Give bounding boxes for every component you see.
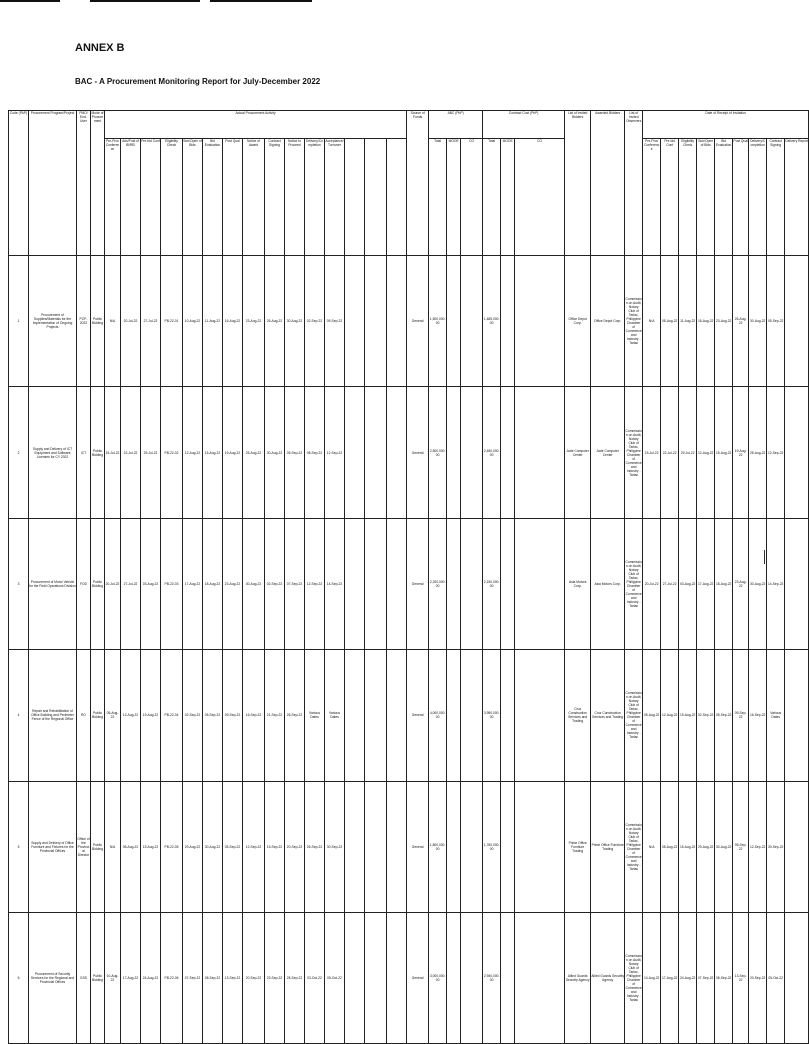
- header-eligibility: Eligibility Check: [161, 139, 183, 256]
- cell-r8: 12-Sep-22: [767, 387, 785, 518]
- cell-mode: Public Bidding: [91, 387, 105, 518]
- cell-r4: 17-Aug-22: [697, 518, 715, 649]
- cell-b1: [345, 781, 365, 912]
- cell-d1: 10-Aug-22: [183, 256, 203, 387]
- cell-r7: 20-Sep-22: [749, 912, 767, 1043]
- cell-r8: 05-Oct-22: [767, 912, 785, 1043]
- header-r-bid-eval: Bid Evaluation: [715, 139, 733, 256]
- cell-r9: [785, 781, 809, 912]
- cell-d8: 05-Sep-22: [325, 256, 345, 387]
- cell-d5: 30-Aug-22: [265, 387, 285, 518]
- cell-project: Supply and Delivery of ICT Equipment and Software Licenses for CY 2022: [29, 387, 77, 518]
- cell-d3: 05-Sep-22: [223, 781, 243, 912]
- scan-edge-line: [0, 0, 60, 2]
- cell-r1: N/A: [643, 781, 661, 912]
- cell-r4: 12-Aug-22: [697, 387, 715, 518]
- cell-observers: Commission on Audit, Notary Club of Tarlac, Philippine Chamber of Commerce and Industry - Tarlac: [625, 518, 643, 649]
- cell-d2: 05-Sep-22: [203, 650, 223, 781]
- cell-preproc: 10-Aug-22: [105, 912, 121, 1043]
- cell-r4: 07-Sep-22: [697, 912, 715, 1043]
- header-pre-proc: Pre-Proc Conference: [105, 139, 121, 256]
- cell-project: Repair and Rehabilitation of Office Building and Perimeter Fence of the Regional Office: [29, 650, 77, 781]
- cell-ref: PB-22-01: [161, 256, 183, 387]
- cell-r6: 09-Sep-22: [733, 650, 749, 781]
- cell-d8: Various Dates: [325, 650, 345, 781]
- cell-m2: [501, 256, 515, 387]
- cell-m1: [447, 387, 461, 518]
- cell-d2: 11-Aug-22: [203, 256, 223, 387]
- header-invited-bidders: List of Invited Bidders: [565, 111, 591, 256]
- cell-invited: Cruz Construction Services and Trading: [565, 650, 591, 781]
- cell-awarded: Jade Computer Center: [591, 387, 625, 518]
- cell-r2: 12-Aug-22: [661, 650, 679, 781]
- cell-d6: 30-Aug-22: [285, 256, 305, 387]
- cell-d7: 26-Sep-22: [305, 781, 325, 912]
- cell-preproc: N/A: [105, 781, 121, 912]
- cell-d5: 15-Sep-22: [265, 781, 285, 912]
- header-r-prebid: Pre-bid Conf: [661, 139, 679, 256]
- cell-d5: 23-Sep-22: [265, 912, 285, 1043]
- header-cc-total: Total: [483, 139, 501, 256]
- cell-d4: 20-Sep-22: [243, 912, 265, 1043]
- cell-preproc: 15-Jul-22: [105, 387, 121, 518]
- cell-prebid: 19-Aug-22: [141, 650, 161, 781]
- cell-d2: 18-Aug-22: [203, 518, 223, 649]
- cell-r8: 14-Sep-22: [767, 518, 785, 649]
- cell-r2: 17-Aug-22: [661, 912, 679, 1043]
- cell-project: Procurement of Supplies/Materials for the Implementation of Ongoing Projects: [29, 256, 77, 387]
- cell-fund: General: [407, 781, 429, 912]
- cell-d5: 26-Aug-22: [265, 256, 285, 387]
- cell-contract: 1,485,000.00: [483, 256, 501, 387]
- header-pmo: PMO/ End-User: [77, 111, 91, 256]
- cell-prebid: 24-Aug-22: [141, 912, 161, 1043]
- header-row-1: [9, 111, 809, 139]
- header-blank-a: [345, 139, 365, 256]
- cell-ref: PB-22-02: [161, 387, 183, 518]
- cell-awarded: Asia Motors Corp.: [591, 518, 625, 649]
- cell-d3: 13-Sep-22: [223, 912, 243, 1043]
- cell-r5: 05-Sep-22: [715, 650, 733, 781]
- header-r-preproc: Pre-Proc Conference: [643, 139, 661, 256]
- cell-b3: [387, 912, 407, 1043]
- header-abc-mooe: MOOE: [447, 139, 461, 256]
- cell-d5: 02-Sep-22: [265, 518, 285, 649]
- cell-mode: Public Bidding: [91, 912, 105, 1043]
- cell-abc: 3,000,000.00: [429, 912, 447, 1043]
- cell-d6: 28-Sep-22: [285, 912, 305, 1043]
- cell-d3: 23-Aug-22: [223, 518, 243, 649]
- cell-prebid: 03-Aug-22: [141, 518, 161, 649]
- annex-title: ANNEX B: [75, 42, 125, 54]
- cell-d7: 08-Sep-22: [305, 387, 325, 518]
- cell-preproc: 05-Aug-22: [105, 650, 121, 781]
- cell-code: GSS: [77, 912, 91, 1043]
- cell-d8: 14-Sep-22: [325, 518, 345, 649]
- header-contract-cost: Contract Cost (PhP): [483, 111, 565, 139]
- cell-abc: 1,800,000.00: [429, 781, 447, 912]
- cell-prebid: 27-Jul-22: [141, 256, 161, 387]
- cell-fund: General: [407, 912, 429, 1043]
- cell-r7: 25-Aug-22: [749, 387, 767, 518]
- cell-m2: [501, 387, 515, 518]
- header-blank-c: [387, 139, 407, 256]
- cell-r9: [785, 387, 809, 518]
- cell-d4: 25-Aug-22: [243, 387, 265, 518]
- cell-abc: 2,500,000.00: [429, 387, 447, 518]
- cell-b2: [365, 781, 387, 912]
- cell-d1: 07-Sep-22: [183, 912, 203, 1043]
- header-cc-mooe: MOOE: [501, 139, 515, 256]
- cell-b2: [365, 518, 387, 649]
- cell-awarded: Allied Guards Security Agency: [591, 912, 625, 1043]
- cell-r4: 29-Aug-22: [697, 781, 715, 912]
- header-r-contract-signing: Contract Signing: [767, 139, 785, 256]
- header-receipt-dates: Date of Receipt of Invitation: [643, 111, 809, 139]
- cell-r5: 23-Aug-22: [715, 256, 733, 387]
- cell-d6: 05-Sep-22: [285, 387, 305, 518]
- cell-r4: 16-Aug-22: [697, 256, 715, 387]
- header-abc: ABC (PhP): [429, 111, 483, 139]
- cell-d4: 16-Sep-22: [243, 650, 265, 781]
- cell-d8: 12-Sep-22: [325, 387, 345, 518]
- header-mode: Mode of Procurement: [91, 111, 105, 256]
- cell-b3: [387, 781, 407, 912]
- scan-edge-line: [90, 0, 200, 2]
- cell-project: Procurement of Motor Vehicle for the Field Operations Division: [29, 518, 77, 649]
- cell-d4: 30-Aug-22: [243, 518, 265, 649]
- cell-awarded: Office Depot Corp.: [591, 256, 625, 387]
- cell-contract: 2,940,000.00: [483, 912, 501, 1043]
- cell-d3: 16-Aug-22: [223, 256, 243, 387]
- cell-ref: PB-22-06: [161, 912, 183, 1043]
- cell-r7: 30-Aug-22: [749, 518, 767, 649]
- cell-invited: Asia Motors Corp.: [565, 518, 591, 649]
- cell-r3: 24-Aug-22: [679, 912, 697, 1043]
- cell-no: 1: [9, 256, 29, 387]
- cell-r1: N/A: [643, 256, 661, 387]
- cell-r3: 15-Aug-22: [679, 781, 697, 912]
- cell-r6: 13-Sep-22: [733, 912, 749, 1043]
- cell-r4: 02-Sep-22: [697, 650, 715, 781]
- cell-d1: 12-Aug-22: [183, 387, 203, 518]
- cell-c1: [461, 387, 483, 518]
- cell-r7: 30-Aug-22: [749, 256, 767, 387]
- cell-observers: Commission on Audit, Notary Club of Tarlac, Philippine Chamber of Commerce and Industry - Tarlac: [625, 781, 643, 912]
- cell-b2: [365, 387, 387, 518]
- cell-m1: [447, 256, 461, 387]
- cell-r8: 30-Sep-22: [767, 781, 785, 912]
- cell-r9: [785, 518, 809, 649]
- cell-code: FOD: [77, 518, 91, 649]
- cell-observers: Commission on Audit, Notary Club of Tarlac, Philippine Chamber of Commerce and Industry - Tarlac: [625, 387, 643, 518]
- cell-c2: [515, 387, 565, 518]
- cell-r2: 22-Jul-22: [661, 387, 679, 518]
- cell-observers: Commission on Audit, Notary Club of Tarlac, Philippine Chamber of Commerce and Industry - Tarlac: [625, 912, 643, 1043]
- cell-code: ICT: [77, 387, 91, 518]
- header-observers: List of Invited Observers: [625, 111, 643, 256]
- cell-fund: General: [407, 256, 429, 387]
- cell-d3: 09-Sep-22: [223, 650, 243, 781]
- cell-d4: 23-Aug-22: [243, 256, 265, 387]
- cell-mode: Public Bidding: [91, 518, 105, 649]
- header-contract-signing: Contract Signing: [265, 139, 285, 256]
- cell-b1: [345, 518, 365, 649]
- cell-b2: [365, 650, 387, 781]
- cell-m1: [447, 912, 461, 1043]
- header-r-post-qual: Post Qual: [733, 139, 749, 256]
- cell-awarded: Prime Office Furniture Trading: [591, 781, 625, 912]
- cell-r6: 26-Aug-22: [733, 256, 749, 387]
- cell-fund: General: [407, 387, 429, 518]
- header-acceptance: Acceptance/Turnover: [325, 139, 345, 256]
- cell-no: 3: [9, 518, 29, 649]
- cell-r3: 11-Aug-22: [679, 256, 697, 387]
- cell-d7: 03-Oct-22: [305, 912, 325, 1043]
- cell-c2: [515, 781, 565, 912]
- cell-r8: 05-Sep-22: [767, 256, 785, 387]
- cell-c1: [461, 912, 483, 1043]
- cell-abc: 1,500,000.00: [429, 256, 447, 387]
- cell-code: Office of the Provincial Director: [77, 781, 91, 912]
- header-post-qual: Post Qual: [223, 139, 243, 256]
- cell-r2: 27-Jul-22: [661, 518, 679, 649]
- header-awarded-bidders: Awarded Bidders: [591, 111, 625, 256]
- cell-d7: 02-Sep-22: [305, 256, 325, 387]
- cell-r5: 18-Aug-22: [715, 518, 733, 649]
- cell-d2: 15-Aug-22: [203, 387, 223, 518]
- cell-r3: 03-Aug-22: [679, 518, 697, 649]
- cell-r5: 08-Sep-22: [715, 912, 733, 1043]
- header-r-sub-open: Sub/Open of Bids: [697, 139, 715, 256]
- cell-c1: [461, 650, 483, 781]
- header-activities: Actual Procurement Activity: [105, 111, 407, 139]
- header-bid-eval: Bid Evaluation: [203, 139, 223, 256]
- table-row: [9, 387, 809, 518]
- cell-fund: General: [407, 650, 429, 781]
- header-fund-source: Source of Funds: [407, 111, 429, 256]
- header-abc-total: Total: [429, 139, 447, 256]
- cell-contract: 1,760,000.00: [483, 781, 501, 912]
- cell-m1: [447, 781, 461, 912]
- cell-prebid: 29-Jul-22: [141, 387, 161, 518]
- cell-d5: 21-Sep-22: [265, 650, 285, 781]
- header-project: Procurement Program/Project: [29, 111, 77, 256]
- cell-contract: 3,950,000.00: [483, 650, 501, 781]
- header-blank-b: [365, 139, 387, 256]
- cell-code: RO: [77, 650, 91, 781]
- cell-contract: 2,150,000.00: [483, 518, 501, 649]
- cell-r5: 30-Aug-22: [715, 781, 733, 912]
- cell-r2: 08-Aug-22: [661, 781, 679, 912]
- table-row: [9, 781, 809, 912]
- cell-ads: 17-Aug-22: [121, 912, 141, 1043]
- cell-b3: [387, 650, 407, 781]
- cell-r3: 29-Jul-22: [679, 387, 697, 518]
- header-r-delivery-report: Delivery Report: [785, 139, 809, 256]
- cell-m1: [447, 650, 461, 781]
- cell-r8: Various Dates: [767, 650, 785, 781]
- cell-ads: 08-Aug-22: [121, 781, 141, 912]
- cell-mode: Public Bidding: [91, 650, 105, 781]
- cell-m2: [501, 518, 515, 649]
- cell-mode: Public Bidding: [91, 256, 105, 387]
- cell-r9: [785, 912, 809, 1043]
- header-r-delivery: Delivery/Completion: [749, 139, 767, 256]
- header-prebid: Pre-bid Conf: [141, 139, 161, 256]
- cell-c2: [515, 256, 565, 387]
- cell-r6: 19-Aug-22: [733, 387, 749, 518]
- cell-r2: 08-Aug-22: [661, 256, 679, 387]
- header-ads: Ads/Post of IB/REI: [121, 139, 141, 256]
- cell-b1: [345, 912, 365, 1043]
- cell-ads: 12-Aug-22: [121, 650, 141, 781]
- cell-c1: [461, 256, 483, 387]
- cell-d2: 30-Aug-22: [203, 781, 223, 912]
- cell-r7: 12-Sep-22: [749, 781, 767, 912]
- header-cc-co: CO: [515, 139, 565, 256]
- cell-m2: [501, 781, 515, 912]
- table-row: [9, 518, 809, 649]
- cell-r1: 20-Jul-22: [643, 518, 661, 649]
- cell-r1: 05-Aug-22: [643, 650, 661, 781]
- cell-r9: [785, 650, 809, 781]
- cell-r9: [785, 256, 809, 387]
- cell-r1: 10-Aug-22: [643, 912, 661, 1043]
- cell-ads: 27-Jul-22: [121, 518, 141, 649]
- cell-c2: [515, 518, 565, 649]
- cell-b3: [387, 256, 407, 387]
- cell-c1: [461, 781, 483, 912]
- cell-d4: 12-Sep-22: [243, 781, 265, 912]
- cell-no: 5: [9, 781, 29, 912]
- cell-c2: [515, 912, 565, 1043]
- cell-fund: General: [407, 518, 429, 649]
- cell-m2: [501, 912, 515, 1043]
- cell-d7: Various Dates: [305, 650, 325, 781]
- cell-contract: 2,450,000.00: [483, 387, 501, 518]
- cell-r5: 15-Aug-22: [715, 387, 733, 518]
- cell-b1: [345, 256, 365, 387]
- cell-r7: 16-Sep-22: [749, 650, 767, 781]
- table-row: [9, 650, 809, 781]
- header-r-eligibility: Eligibility Check: [679, 139, 697, 256]
- cell-d6: 26-Sep-22: [285, 650, 305, 781]
- cell-preproc: 20-Jul-22: [105, 518, 121, 649]
- header-abc-co: CO: [461, 139, 483, 256]
- cell-b3: [387, 518, 407, 649]
- cell-m2: [501, 650, 515, 781]
- cell-r6: 05-Sep-22: [733, 781, 749, 912]
- cell-r1: 15-Jul-22: [643, 387, 661, 518]
- cell-preproc: N/A: [105, 256, 121, 387]
- cell-observers: Commission on Audit, Notary Club of Tarlac, Philippine Chamber of Commerce and Industry - Tarlac: [625, 650, 643, 781]
- header-notice-award: Notice of Award: [243, 139, 265, 256]
- cell-invited: Allied Guards Security Agency: [565, 912, 591, 1043]
- cell-b3: [387, 387, 407, 518]
- cell-b2: [365, 256, 387, 387]
- cell-prebid: 15-Aug-22: [141, 781, 161, 912]
- header-sub-open: Sub/Open of Bids: [183, 139, 203, 256]
- scan-edge-mark: [764, 550, 765, 564]
- table-row: [9, 912, 809, 1043]
- cell-invited: Prime Office Furniture Trading: [565, 781, 591, 912]
- cell-ads: 22-Jul-22: [121, 387, 141, 518]
- report-title: BAC - A Procurement Monitoring Report for July-December 2022: [75, 77, 321, 86]
- cell-abc: 2,200,000.00: [429, 518, 447, 649]
- cell-no: 6: [9, 912, 29, 1043]
- header-code: Code (PAP): [9, 111, 29, 256]
- cell-m1: [447, 518, 461, 649]
- cell-c2: [515, 650, 565, 781]
- cell-d2: 08-Sep-22: [203, 912, 223, 1043]
- cell-b2: [365, 912, 387, 1043]
- cell-invited: Jade Computer Center: [565, 387, 591, 518]
- header-ntp: Notice to Proceed: [285, 139, 305, 256]
- cell-d8: 05-Oct-22: [325, 912, 345, 1043]
- cell-mode: Public Bidding: [91, 781, 105, 912]
- cell-ref: PB-22-03: [161, 518, 183, 649]
- cell-d3: 19-Aug-22: [223, 387, 243, 518]
- cell-b1: [345, 650, 365, 781]
- cell-d6: 20-Sep-22: [285, 781, 305, 912]
- cell-d6: 07-Sep-22: [285, 518, 305, 649]
- cell-b1: [345, 387, 365, 518]
- cell-r3: 19-Aug-22: [679, 650, 697, 781]
- procurement-table: [8, 110, 809, 1044]
- cell-ads: 20-Jul-22: [121, 256, 141, 387]
- cell-invited: Office Depot Corp.: [565, 256, 591, 387]
- cell-ref: PB-22-04: [161, 650, 183, 781]
- cell-project: Procurement of Security Services for the Regional and Provincial Offices: [29, 912, 77, 1043]
- cell-no: 2: [9, 387, 29, 518]
- cell-no: 4: [9, 650, 29, 781]
- cell-project: Supply and Delivery of Office Furniture and Fixtures for the Provincial Offices: [29, 781, 77, 912]
- cell-code: PCP-2022: [77, 256, 91, 387]
- cell-abc: 4,000,000.00: [429, 650, 447, 781]
- cell-d1: 17-Aug-22: [183, 518, 203, 649]
- cell-d1: 29-Aug-22: [183, 781, 203, 912]
- cell-d7: 12-Sep-22: [305, 518, 325, 649]
- scan-edge-line: [210, 0, 312, 2]
- table-row: [9, 256, 809, 387]
- cell-observers: Commission on Audit, Notary Club of Tarlac, Philippine Chamber of Commerce and Industry - Tarlac: [625, 256, 643, 387]
- cell-d8: 30-Sep-22: [325, 781, 345, 912]
- cell-awarded: Cruz Construction Services and Trading: [591, 650, 625, 781]
- cell-ref: PB-22-05: [161, 781, 183, 912]
- cell-r6: 23-Aug-22: [733, 518, 749, 649]
- cell-c1: [461, 518, 483, 649]
- header-delivery: Delivery/Completion: [305, 139, 325, 256]
- cell-d1: 02-Sep-22: [183, 650, 203, 781]
